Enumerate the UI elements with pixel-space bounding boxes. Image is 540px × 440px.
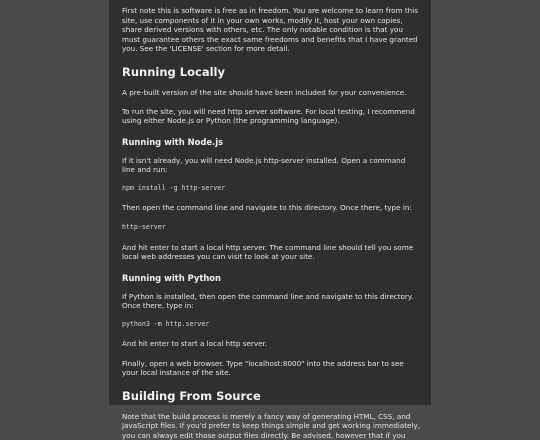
heading-running-python: Running with Python <box>122 272 222 283</box>
heading-running-locally: Running Locally <box>122 64 225 79</box>
intro-paragraph: First note this is software is free as in freedom. You are welcome to learn from this site, use components of it in your own works, modify it, host your own copies, share derived versions with others, etc. The only notable condition is that you must guarantee others the exact same freedoms and benefits that I have granted you. See the 'LICENSE' section for more detail. <box>122 6 418 54</box>
node-paragraph-3: And hit enter to start a local http server. The command line should tell you some local web addresses you can visit to look at your site. <box>122 242 414 262</box>
python-paragraph-1: If Python is installed, then open the command line and navigate to this directory. Once there, type in: <box>122 291 414 311</box>
python-paragraph-3: Finally, open a web browser. Type "localhost:8000" into the address bar to see your local instance of the site. <box>122 358 404 378</box>
build-paragraph-1: Note that the build process is merely a fancy way of generating HTML, CSS, and JavaScript files. If you'd prefer to keep things simple and get working immediately, you can always edit those output files directly. Be advised, however that if you <box>122 411 420 440</box>
document-page <box>109 0 431 440</box>
node-install-command: npm install -g http-server <box>122 183 226 192</box>
node-server-command: http-server <box>122 222 166 231</box>
heading-building-from-source: Building From Source <box>122 388 261 403</box>
node-paragraph-2: Then open the command line and navigate to this directory. Once there, type in: <box>122 202 412 212</box>
python-server-command: python3 -m http.server <box>122 319 210 328</box>
running-locally-paragraph-1: A pre-built version of the site should have been included for your convenience. <box>122 87 407 97</box>
node-paragraph-1: If it isn't already, you will need Node.js http-server installed. Open a command line and run: <box>122 155 406 175</box>
readme-content <box>122 6 420 440</box>
python-paragraph-2: And hit enter to start a local http server. <box>122 338 268 348</box>
heading-running-nodejs: Running with Node.js <box>122 136 224 147</box>
running-locally-paragraph-2: To run the site, you will need http server software. For local testing, I recommend using either Node.js or Python (the programming language). <box>122 106 415 126</box>
